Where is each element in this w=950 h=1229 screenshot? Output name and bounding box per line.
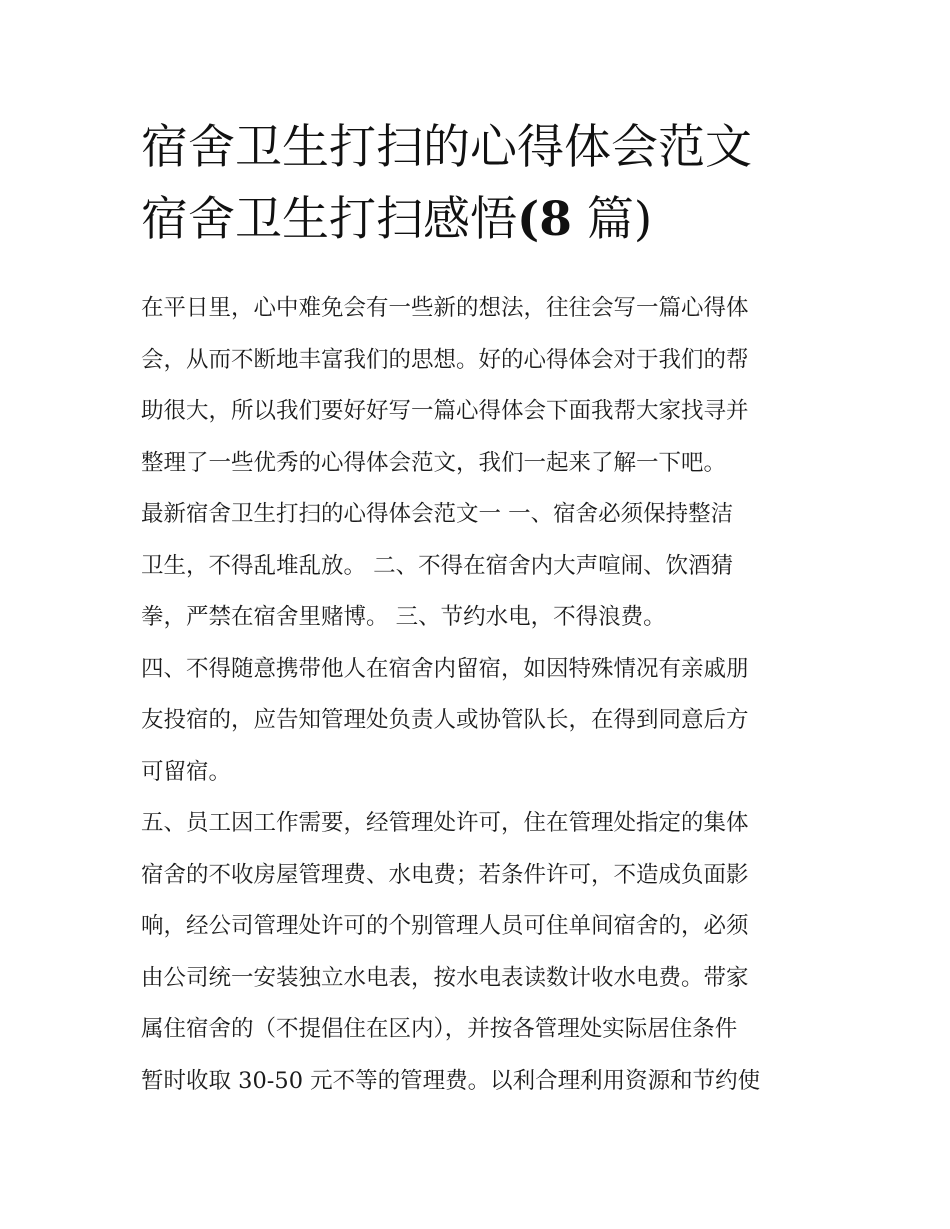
- paragraph-line: 在平日里，心中难免会有一些新的想法，往往会写一篇心得体: [141, 295, 749, 321]
- title-paren-open: (: [517, 192, 540, 247]
- title-line-1: 宿舍卫生打扫的心得体会范文: [141, 120, 752, 175]
- title-line-2-text: 宿舍卫生打扫感悟: [141, 192, 517, 247]
- title-count: 8: [539, 192, 572, 247]
- paragraph-line: 友投宿的，应告知管理处负责人或协管队长，在得到同意后方: [141, 707, 749, 733]
- paragraph-intro: [141, 283, 821, 489]
- title-count-suffix: 篇): [571, 192, 653, 247]
- paragraph-line: 拳，严禁在宿舍里赌博。 三、节约水电，不得浪费。: [141, 604, 666, 630]
- paragraph-line: 宿舍的不收房屋管理费、水电费；若条件许可，不造成负面影: [141, 861, 749, 888]
- paragraph-rule-5: [141, 798, 821, 1107]
- paragraph-line: 可留宿。: [141, 758, 232, 785]
- paragraph-rules-1-3: [141, 489, 821, 644]
- title-line-2: [141, 184, 821, 256]
- paragraph-line: 由公司统一安装独立水电表，按水电表读数计收水电费。带家: [141, 964, 749, 991]
- paragraph-line: 属住宿舍的（不提倡住在区内），并按各管理处实际居住条件: [141, 1016, 738, 1042]
- paragraph-line: 暂时收取 30-50 元不等的管理费。以利合理利用资源和节约使: [141, 1067, 761, 1094]
- paragraph-line: 助很大，所以我们要好好写一篇心得体会下面我帮大家找寻并: [141, 398, 749, 424]
- paragraph-rule-4: [141, 644, 821, 799]
- paragraph-line: 四、不得随意携带他人在宿舍内留宿，如因特殊情况有亲戚朋: [141, 655, 749, 682]
- document-title: [141, 112, 821, 256]
- paragraph-line: 响，经公司管理处许可的个别管理人员可住单间宿舍的，必须: [141, 913, 749, 939]
- paragraph-line: 整理了一些优秀的心得体会范文，我们一起来了解一下吧。: [141, 449, 727, 476]
- paragraph-line: 会，从而不断地丰富我们的思想。好的心得体会对于我们的帮: [141, 346, 749, 373]
- document-body: [141, 283, 821, 1107]
- paragraph-line: 五、员工因工作需要，经管理处许可，住在管理处指定的集体: [141, 810, 749, 836]
- paragraph-line: 最新宿舍卫生打扫的心得体会范文一 一、宿舍必须保持整洁: [141, 501, 734, 527]
- paragraph-line: 卫生，不得乱堆乱放。 二、不得在宿舍内大声喧闹、饮酒猜: [141, 552, 734, 579]
